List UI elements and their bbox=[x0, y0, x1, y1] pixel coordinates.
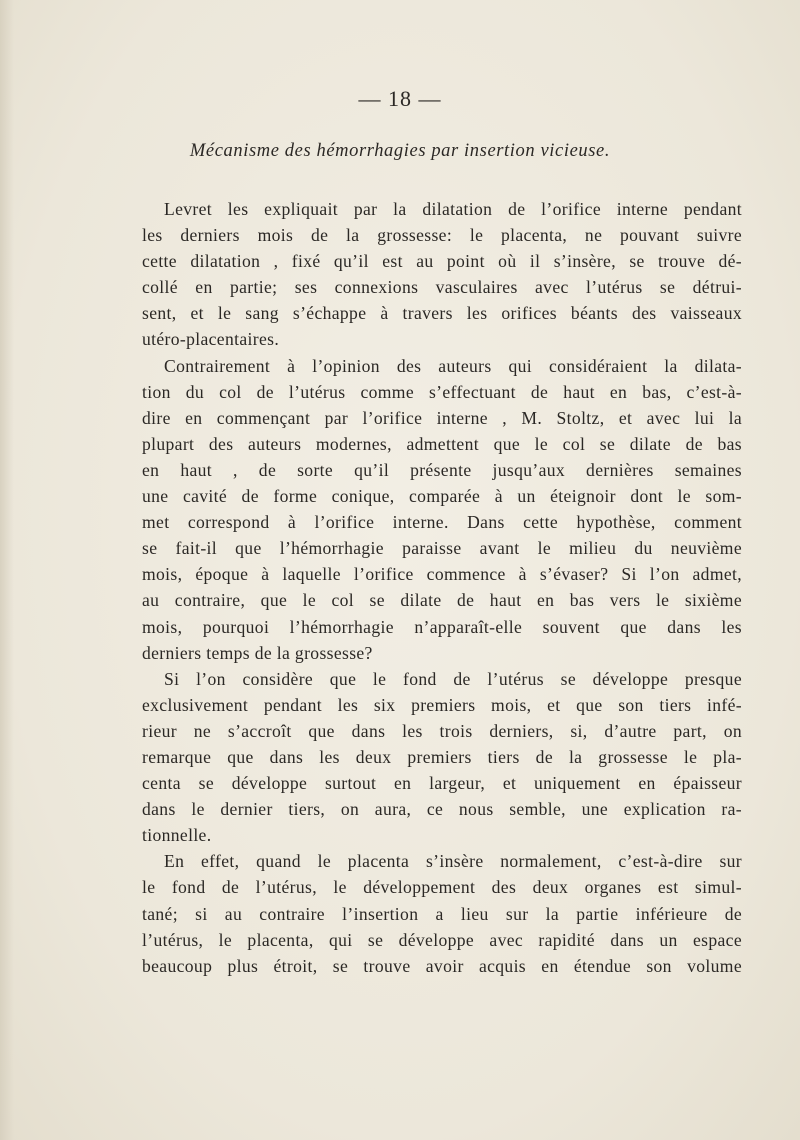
text-line: centa se développe surtout en largeur, et uniquement en épaisseur bbox=[142, 773, 742, 794]
text-line: remarque que dans les deux premiers tiers de la grossesse le pla- bbox=[142, 746, 742, 767]
text-line: dire en commençant par l’orifice interne , M. Stoltz, et avec lui la bbox=[142, 407, 742, 428]
section-heading: Mécanisme des hémorrhagies par insertion vicieuse. bbox=[189, 141, 611, 161]
text-line: plupart des auteurs modernes, admettent que le col se dilate de bas bbox=[142, 433, 742, 454]
text-line: une cavité de forme conique, comparée à un éteignoir dont le som- bbox=[142, 486, 742, 507]
text-line: le fond de l’utérus, le développement des deux organes est simul- bbox=[142, 877, 742, 898]
text-line: dans le dernier tiers, on aura, ce nous semble, une explication ra- bbox=[142, 799, 742, 820]
body-text bbox=[142, 196, 742, 979]
text-line: Levret les expliquait par la dilatation de l’orifice interne pendant bbox=[164, 199, 742, 219]
text-line: les derniers mois de la grossesse: le placenta, ne pouvant suivre bbox=[142, 225, 742, 246]
text-line: se fait-il que l’hémorrhagie paraisse avant le milieu du neuvième bbox=[142, 538, 742, 559]
text-line: mois, époque à laquelle l’orifice commence à s’évaser? Si l’on admet, bbox=[142, 564, 742, 585]
text-line: cette dilatation , fixé qu’il est au point où il s’insère, se trouve dé- bbox=[142, 251, 742, 272]
text-line: sent, et le sang s’échappe à travers les orifices béants des vaisseaux bbox=[142, 303, 742, 324]
text-line: mois, pourquoi l’hémorrhagie n’apparaît-elle souvent que dans les bbox=[142, 616, 742, 637]
text-line: utéro-placentaires. bbox=[142, 329, 280, 350]
text-line: en haut , de sorte qu’il présente jusqu’aux dernières semaines bbox=[142, 459, 742, 480]
text-line: rieur ne s’accroît que dans les trois derniers, si, d’autre part, on bbox=[142, 720, 742, 741]
text-line: tion du col de l’utérus comme s’effectuant de haut en bas, c’est-à- bbox=[142, 381, 742, 402]
text-line: derniers temps de la grossesse? bbox=[142, 642, 373, 663]
text-line: En effet, quand le placenta s’insère normalement, c’est-à-dire sur bbox=[164, 851, 742, 872]
page-number: — 18 — bbox=[358, 86, 442, 111]
page-edge-shadow bbox=[0, 0, 14, 1140]
text-line: au contraire, que le col se dilate de haut en bas vers le sixième bbox=[142, 590, 742, 611]
text-line: met correspond à l’orifice interne. Dans cette hypothèse, comment bbox=[142, 512, 742, 533]
text-line: Si l’on considère que le fond de l’utérus se développe presque bbox=[164, 668, 742, 689]
text-line: collé en partie; ses connexions vasculaires avec l’utérus se détrui- bbox=[142, 277, 742, 298]
text-line: beaucoup plus étroit, se trouve avoir acquis en étendue son volume bbox=[142, 955, 742, 976]
text-line: exclusivement pendant les six premiers mois, et que son tiers infé- bbox=[142, 694, 742, 715]
text-line: tané; si au contraire l’insertion a lieu sur la partie inférieure de bbox=[142, 903, 742, 924]
text-line: tionnelle. bbox=[142, 825, 212, 846]
text-line: l’utérus, le placenta, qui se développe avec rapidité dans un espace bbox=[142, 929, 742, 950]
text-line: Contrairement à l’opinion des auteurs qui considéraient la dilata- bbox=[164, 355, 742, 376]
